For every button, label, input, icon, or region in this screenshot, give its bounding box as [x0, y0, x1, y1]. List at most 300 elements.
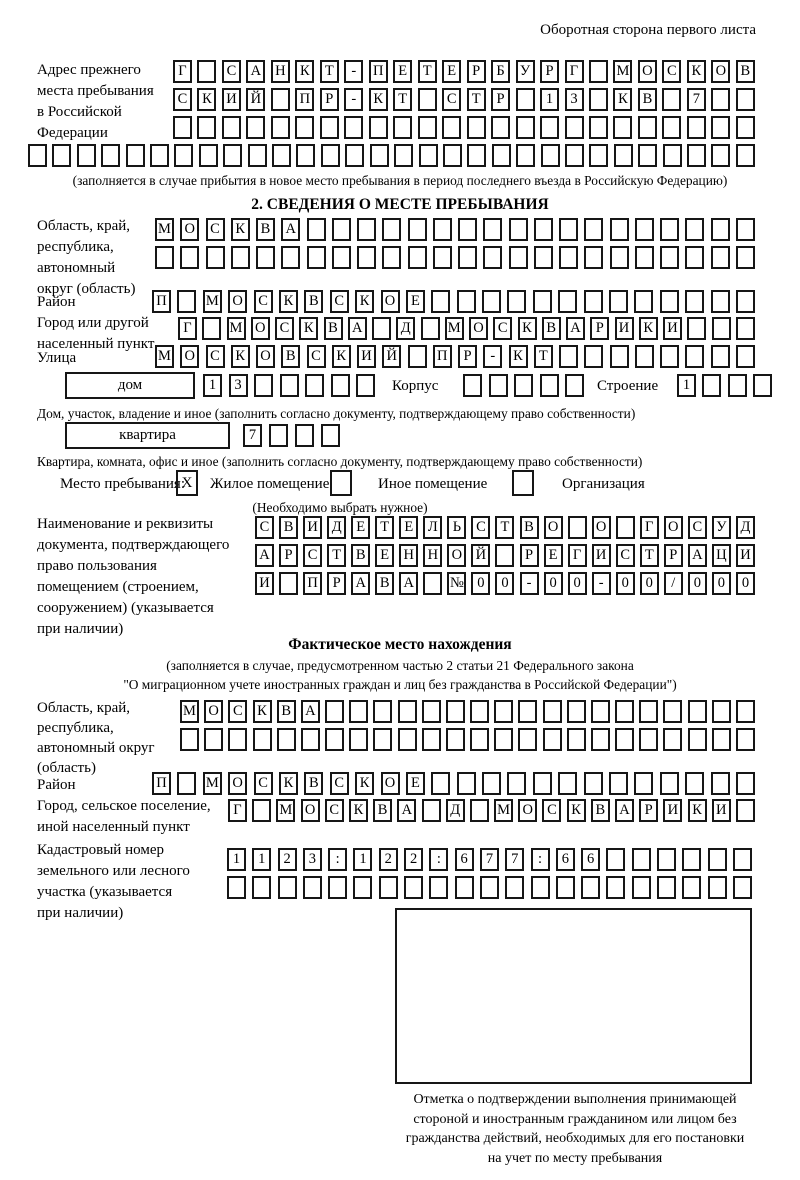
char-cell[interactable]: П	[433, 345, 452, 368]
char-cell[interactable]	[253, 728, 272, 751]
char-cell[interactable]	[736, 345, 755, 368]
char-cell[interactable]: А	[348, 317, 367, 340]
char-cell[interactable]: И	[712, 799, 731, 822]
char-cell[interactable]	[394, 144, 413, 167]
char-cell[interactable]	[470, 728, 489, 751]
char-cell[interactable]: В	[351, 544, 370, 567]
char-cell[interactable]: С	[330, 772, 349, 795]
char-cell[interactable]	[559, 345, 578, 368]
char-cell[interactable]: В	[638, 88, 657, 111]
char-cell[interactable]: -	[344, 60, 363, 83]
char-cell[interactable]	[736, 116, 755, 139]
char-cell[interactable]	[482, 290, 501, 313]
char-cell[interactable]: И	[303, 516, 322, 539]
char-cell[interactable]	[446, 700, 465, 723]
char-cell[interactable]: -	[483, 345, 502, 368]
char-cell[interactable]: Е	[406, 290, 425, 313]
char-cell[interactable]	[228, 728, 247, 751]
char-cell[interactable]: 6	[556, 848, 575, 871]
char-cell[interactable]	[463, 374, 482, 397]
char-cell[interactable]: В	[375, 572, 394, 595]
char-cell[interactable]: И	[663, 799, 682, 822]
char-cell[interactable]: Н	[423, 544, 442, 567]
char-cell[interactable]	[204, 728, 223, 751]
char-cell[interactable]	[357, 218, 376, 241]
char-cell[interactable]: А	[688, 544, 707, 567]
char-cell[interactable]	[591, 728, 610, 751]
char-cell[interactable]	[307, 246, 326, 269]
char-cell[interactable]: С	[616, 544, 635, 567]
char-cell[interactable]: Т	[327, 544, 346, 567]
char-cell[interactable]: А	[255, 544, 274, 567]
char-cell[interactable]	[635, 345, 654, 368]
char-cell[interactable]: С	[255, 516, 274, 539]
char-cell[interactable]	[541, 144, 560, 167]
char-cell[interactable]: В	[591, 799, 610, 822]
inoe-checkbox[interactable]	[330, 470, 352, 496]
char-cell[interactable]	[712, 700, 731, 723]
char-cell[interactable]	[269, 424, 288, 447]
char-cell[interactable]: О	[180, 345, 199, 368]
char-cell[interactable]	[404, 876, 423, 899]
char-cell[interactable]	[635, 218, 654, 241]
char-cell[interactable]	[325, 700, 344, 723]
char-cell[interactable]: П	[152, 290, 171, 313]
char-cell[interactable]	[589, 116, 608, 139]
char-cell[interactable]: С	[493, 317, 512, 340]
char-cell[interactable]: У	[516, 60, 535, 83]
char-cell[interactable]: М	[494, 799, 513, 822]
char-cell[interactable]: 0	[568, 572, 587, 595]
char-cell[interactable]	[344, 116, 363, 139]
char-cell[interactable]: И	[736, 544, 755, 567]
char-cell[interactable]	[408, 246, 427, 269]
char-cell[interactable]: М	[613, 60, 632, 83]
char-cell[interactable]: М	[445, 317, 464, 340]
char-cell[interactable]: 1	[203, 374, 222, 397]
char-cell[interactable]: К	[253, 700, 272, 723]
char-cell[interactable]	[422, 700, 441, 723]
char-cell[interactable]	[422, 799, 441, 822]
char-cell[interactable]	[634, 290, 653, 313]
char-cell[interactable]: А	[399, 572, 418, 595]
char-cell[interactable]: О	[180, 218, 199, 241]
char-cell[interactable]: К	[349, 799, 368, 822]
char-cell[interactable]	[531, 876, 550, 899]
char-cell[interactable]	[540, 374, 559, 397]
char-cell[interactable]	[559, 246, 578, 269]
char-cell[interactable]: Р	[520, 544, 539, 567]
char-cell[interactable]	[421, 317, 440, 340]
char-cell[interactable]	[660, 772, 679, 795]
char-cell[interactable]: К	[295, 60, 314, 83]
char-cell[interactable]: С	[325, 799, 344, 822]
char-cell[interactable]: О	[256, 345, 275, 368]
char-cell[interactable]	[197, 116, 216, 139]
char-cell[interactable]	[682, 876, 701, 899]
char-cell[interactable]	[492, 144, 511, 167]
char-cell[interactable]	[256, 246, 275, 269]
char-cell[interactable]: 0	[471, 572, 490, 595]
char-cell[interactable]: В	[542, 317, 561, 340]
char-cell[interactable]	[155, 246, 174, 269]
char-cell[interactable]	[280, 374, 299, 397]
char-cell[interactable]	[272, 144, 291, 167]
char-cell[interactable]	[173, 116, 192, 139]
char-cell[interactable]	[457, 772, 476, 795]
char-cell[interactable]	[303, 876, 322, 899]
char-cell[interactable]: А	[246, 60, 265, 83]
char-cell[interactable]	[606, 876, 625, 899]
char-cell[interactable]	[609, 290, 628, 313]
char-cell[interactable]	[733, 848, 752, 871]
char-cell[interactable]: Р	[540, 60, 559, 83]
char-cell[interactable]	[728, 374, 747, 397]
char-cell[interactable]	[446, 728, 465, 751]
char-cell[interactable]	[248, 144, 267, 167]
char-cell[interactable]: №	[447, 572, 466, 595]
char-cell[interactable]: М	[203, 290, 222, 313]
char-cell[interactable]	[126, 144, 145, 167]
char-cell[interactable]	[584, 772, 603, 795]
char-cell[interactable]	[736, 317, 755, 340]
char-cell[interactable]	[736, 700, 755, 723]
char-cell[interactable]	[177, 772, 196, 795]
char-cell[interactable]	[369, 116, 388, 139]
char-cell[interactable]: В	[281, 345, 300, 368]
char-cell[interactable]	[353, 876, 372, 899]
char-cell[interactable]	[702, 374, 721, 397]
char-cell[interactable]: С	[542, 799, 561, 822]
char-cell[interactable]: Л	[423, 516, 442, 539]
char-cell[interactable]: Г	[640, 516, 659, 539]
char-cell[interactable]	[584, 290, 603, 313]
char-cell[interactable]: К	[509, 345, 528, 368]
char-cell[interactable]	[711, 290, 730, 313]
char-cell[interactable]	[567, 728, 586, 751]
char-cell[interactable]	[470, 700, 489, 723]
char-cell[interactable]	[708, 848, 727, 871]
char-cell[interactable]: П	[369, 60, 388, 83]
char-cell[interactable]: Г	[565, 60, 584, 83]
char-cell[interactable]: Р	[327, 572, 346, 595]
char-cell[interactable]: Т	[467, 88, 486, 111]
char-cell[interactable]	[712, 728, 731, 751]
char-cell[interactable]	[559, 218, 578, 241]
char-cell[interactable]: С	[222, 60, 241, 83]
char-cell[interactable]: О	[381, 772, 400, 795]
char-cell[interactable]	[632, 876, 651, 899]
char-cell[interactable]: А	[301, 700, 320, 723]
char-cell[interactable]: Н	[271, 60, 290, 83]
char-cell[interactable]	[687, 317, 706, 340]
char-cell[interactable]	[584, 246, 603, 269]
char-cell[interactable]: Г	[568, 544, 587, 567]
char-cell[interactable]: Р	[639, 799, 658, 822]
char-cell[interactable]	[638, 116, 657, 139]
char-cell[interactable]: М	[155, 218, 174, 241]
char-cell[interactable]: 2	[404, 848, 423, 871]
char-cell[interactable]: К	[355, 290, 374, 313]
char-cell[interactable]: 1	[353, 848, 372, 871]
char-cell[interactable]: О	[228, 772, 247, 795]
char-cell[interactable]: 1	[252, 848, 271, 871]
char-cell[interactable]	[581, 876, 600, 899]
char-cell[interactable]: 0	[640, 572, 659, 595]
char-cell[interactable]: 0	[544, 572, 563, 595]
char-cell[interactable]: О	[228, 290, 247, 313]
char-cell[interactable]	[305, 374, 324, 397]
char-cell[interactable]: А	[397, 799, 416, 822]
char-cell[interactable]	[712, 317, 731, 340]
char-cell[interactable]: Е	[393, 60, 412, 83]
char-cell[interactable]	[663, 700, 682, 723]
char-cell[interactable]: С	[471, 516, 490, 539]
char-cell[interactable]	[753, 374, 772, 397]
char-cell[interactable]: К	[231, 218, 250, 241]
char-cell[interactable]: О	[469, 317, 488, 340]
char-cell[interactable]	[639, 728, 658, 751]
char-cell[interactable]: 0	[712, 572, 731, 595]
char-cell[interactable]: А	[615, 799, 634, 822]
char-cell[interactable]	[543, 728, 562, 751]
char-cell[interactable]: С	[228, 700, 247, 723]
char-cell[interactable]	[518, 700, 537, 723]
char-cell[interactable]: Р	[279, 544, 298, 567]
char-cell[interactable]: 2	[379, 848, 398, 871]
char-cell[interactable]	[736, 88, 755, 111]
char-cell[interactable]	[379, 876, 398, 899]
char-cell[interactable]	[254, 374, 273, 397]
zhiloe-checkbox[interactable]: X	[176, 470, 198, 496]
char-cell[interactable]: В	[736, 60, 755, 83]
org-checkbox[interactable]	[512, 470, 534, 496]
char-cell[interactable]	[540, 116, 559, 139]
char-cell[interactable]: 3	[229, 374, 248, 397]
char-cell[interactable]	[688, 700, 707, 723]
char-cell[interactable]: О	[381, 290, 400, 313]
char-cell[interactable]	[534, 246, 553, 269]
char-cell[interactable]	[558, 290, 577, 313]
char-cell[interactable]	[615, 700, 634, 723]
char-cell[interactable]	[663, 144, 682, 167]
char-cell[interactable]	[252, 876, 271, 899]
char-cell[interactable]: О	[204, 700, 223, 723]
char-cell[interactable]	[591, 700, 610, 723]
char-cell[interactable]	[733, 876, 752, 899]
char-cell[interactable]: И	[592, 544, 611, 567]
char-cell[interactable]: М	[155, 345, 174, 368]
char-cell[interactable]	[373, 700, 392, 723]
char-cell[interactable]	[662, 88, 681, 111]
char-cell[interactable]: Й	[246, 88, 265, 111]
char-cell[interactable]	[443, 144, 462, 167]
char-cell[interactable]	[433, 218, 452, 241]
char-cell[interactable]	[509, 246, 528, 269]
char-cell[interactable]	[660, 246, 679, 269]
char-cell[interactable]: В	[304, 772, 323, 795]
char-cell[interactable]: С	[307, 345, 326, 368]
char-cell[interactable]: О	[251, 317, 270, 340]
char-cell[interactable]: Д	[327, 516, 346, 539]
char-cell[interactable]	[370, 144, 389, 167]
char-cell[interactable]: С	[254, 290, 273, 313]
char-cell[interactable]	[480, 876, 499, 899]
char-cell[interactable]: :	[531, 848, 550, 871]
char-cell[interactable]	[422, 728, 441, 751]
char-cell[interactable]	[505, 876, 524, 899]
char-cell[interactable]: К	[355, 772, 374, 795]
char-cell[interactable]	[382, 246, 401, 269]
char-cell[interactable]	[495, 544, 514, 567]
char-cell[interactable]	[489, 374, 508, 397]
char-cell[interactable]	[610, 345, 629, 368]
char-cell[interactable]: 0	[616, 572, 635, 595]
char-cell[interactable]	[610, 246, 629, 269]
char-cell[interactable]	[457, 290, 476, 313]
char-cell[interactable]: :	[429, 848, 448, 871]
char-cell[interactable]: В	[279, 516, 298, 539]
char-cell[interactable]: -	[520, 572, 539, 595]
char-cell[interactable]	[660, 290, 679, 313]
char-cell[interactable]	[398, 700, 417, 723]
char-cell[interactable]	[685, 345, 704, 368]
char-cell[interactable]: 1	[677, 374, 696, 397]
char-cell[interactable]	[567, 700, 586, 723]
char-cell[interactable]: О	[544, 516, 563, 539]
char-cell[interactable]: К	[231, 345, 250, 368]
char-cell[interactable]: К	[197, 88, 216, 111]
char-cell[interactable]	[736, 246, 755, 269]
char-cell[interactable]	[277, 728, 296, 751]
char-cell[interactable]	[518, 728, 537, 751]
char-cell[interactable]: К	[279, 772, 298, 795]
char-cell[interactable]: Е	[544, 544, 563, 567]
char-cell[interactable]	[614, 144, 633, 167]
char-cell[interactable]	[613, 116, 632, 139]
char-cell[interactable]	[711, 88, 730, 111]
char-cell[interactable]: 6	[455, 848, 474, 871]
char-cell[interactable]: С	[303, 544, 322, 567]
char-cell[interactable]: С	[173, 88, 192, 111]
char-cell[interactable]: 7	[687, 88, 706, 111]
char-cell[interactable]	[328, 876, 347, 899]
char-cell[interactable]	[398, 728, 417, 751]
char-cell[interactable]: С	[662, 60, 681, 83]
char-cell[interactable]: Д	[396, 317, 415, 340]
char-cell[interactable]	[458, 246, 477, 269]
char-cell[interactable]	[589, 144, 608, 167]
char-cell[interactable]	[589, 60, 608, 83]
char-cell[interactable]	[349, 728, 368, 751]
char-cell[interactable]	[429, 876, 448, 899]
char-cell[interactable]	[565, 144, 584, 167]
char-cell[interactable]: В	[520, 516, 539, 539]
char-cell[interactable]: П	[295, 88, 314, 111]
char-cell[interactable]: К	[332, 345, 351, 368]
char-cell[interactable]: В	[277, 700, 296, 723]
char-cell[interactable]	[663, 728, 682, 751]
char-cell[interactable]	[616, 516, 635, 539]
char-cell[interactable]	[609, 772, 628, 795]
char-cell[interactable]	[418, 116, 437, 139]
char-cell[interactable]: К	[279, 290, 298, 313]
char-cell[interactable]	[708, 876, 727, 899]
char-cell[interactable]: Т	[320, 60, 339, 83]
char-cell[interactable]: Р	[491, 88, 510, 111]
char-cell[interactable]	[202, 317, 221, 340]
char-cell[interactable]: К	[688, 799, 707, 822]
char-cell[interactable]: 3	[303, 848, 322, 871]
char-cell[interactable]	[52, 144, 71, 167]
char-cell[interactable]	[197, 60, 216, 83]
char-cell[interactable]: И	[663, 317, 682, 340]
char-cell[interactable]	[356, 374, 375, 397]
char-cell[interactable]	[408, 218, 427, 241]
char-cell[interactable]: С	[688, 516, 707, 539]
char-cell[interactable]: 3	[565, 88, 584, 111]
char-cell[interactable]	[711, 246, 730, 269]
char-cell[interactable]	[516, 88, 535, 111]
char-cell[interactable]	[174, 144, 193, 167]
char-cell[interactable]: -	[344, 88, 363, 111]
char-cell[interactable]: Р	[458, 345, 477, 368]
char-cell[interactable]	[271, 88, 290, 111]
char-cell[interactable]: Т	[418, 60, 437, 83]
char-cell[interactable]	[372, 317, 391, 340]
char-cell[interactable]: Р	[467, 60, 486, 83]
char-cell[interactable]	[442, 116, 461, 139]
char-cell[interactable]: С	[275, 317, 294, 340]
char-cell[interactable]: С	[442, 88, 461, 111]
char-cell[interactable]: М	[180, 700, 199, 723]
char-cell[interactable]	[687, 116, 706, 139]
char-cell[interactable]: 7	[243, 424, 262, 447]
char-cell[interactable]	[482, 772, 501, 795]
char-cell[interactable]: В	[373, 799, 392, 822]
char-cell[interactable]	[423, 572, 442, 595]
char-cell[interactable]: Г	[173, 60, 192, 83]
char-cell[interactable]: М	[276, 799, 295, 822]
char-cell[interactable]: В	[304, 290, 323, 313]
char-cell[interactable]	[373, 728, 392, 751]
char-cell[interactable]: И	[255, 572, 274, 595]
char-cell[interactable]	[418, 88, 437, 111]
char-cell[interactable]	[455, 876, 474, 899]
char-cell[interactable]: Т	[640, 544, 659, 567]
char-cell[interactable]: К	[613, 88, 632, 111]
char-cell[interactable]	[321, 424, 340, 447]
char-cell[interactable]: Р	[320, 88, 339, 111]
char-cell[interactable]	[589, 88, 608, 111]
char-cell[interactable]	[662, 116, 681, 139]
char-cell[interactable]: И	[615, 317, 634, 340]
char-cell[interactable]: О	[664, 516, 683, 539]
char-cell[interactable]	[565, 116, 584, 139]
char-cell[interactable]	[101, 144, 120, 167]
char-cell[interactable]	[279, 572, 298, 595]
char-cell[interactable]	[685, 246, 704, 269]
char-cell[interactable]: 0	[495, 572, 514, 595]
char-cell[interactable]	[584, 218, 603, 241]
char-cell[interactable]	[431, 772, 450, 795]
char-cell[interactable]	[408, 345, 427, 368]
char-cell[interactable]	[295, 116, 314, 139]
char-cell[interactable]	[483, 218, 502, 241]
char-cell[interactable]	[227, 876, 246, 899]
char-cell[interactable]	[222, 116, 241, 139]
char-cell[interactable]	[483, 246, 502, 269]
